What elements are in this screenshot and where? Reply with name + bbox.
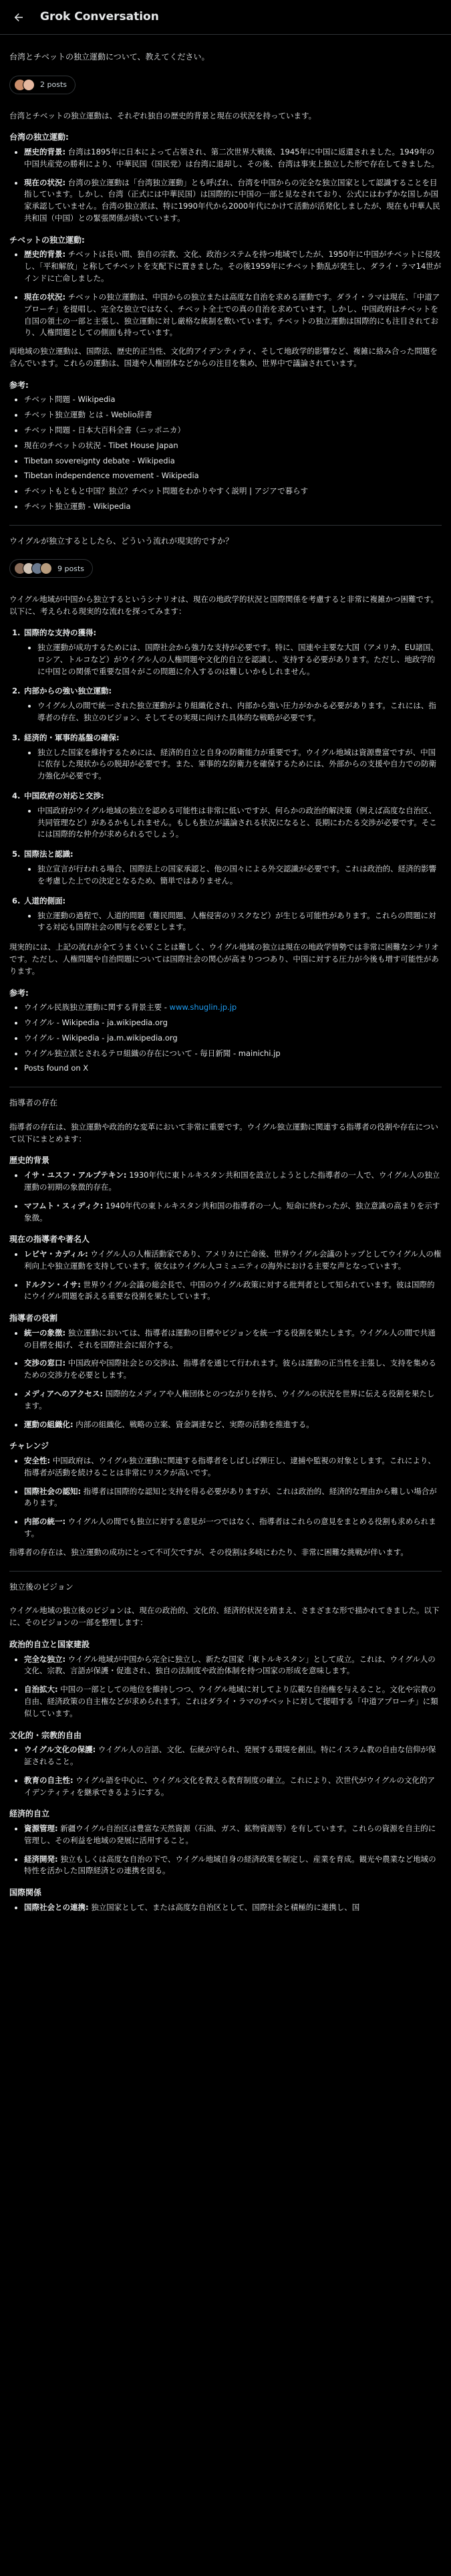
item-text: 国際的なメディアや人権団体とのつながりを持ち、ウイグルの状況を世界に伝える役割を果たします。 [24,1389,435,1410]
sub-item: 独立宣言が行われる場合、国際法上の国家承認と、他の国々による外交認識が必要です。これは政治的、経済的影響を考慮した上での決定となるため、簡単ではありません。 [24,863,442,887]
list-item [9,1516,442,1540]
sub-list [24,805,442,841]
reference-link[interactable]: チベットもともと中国？独立？チベット問題をわかりやすく説明 | アジアで暮らす [9,486,442,498]
list-item [9,1902,442,1914]
list-item [9,1775,442,1799]
item-number: 5. [12,849,21,859]
list-item [9,1654,442,1678]
bullet-list [9,1823,442,1877]
item-text: 1930年代に東トルキスタン共和国を設立しようとした指導者の一人で、ウイグル人の独立運動の初期の象徴的存在。 [24,1170,440,1192]
list-item [9,146,442,171]
item-term: 交渉の窓口: [24,1358,66,1368]
bullet-list [9,1902,442,1914]
item-title: 中国政府の対応と交渉: [24,791,104,801]
sub-list [24,642,442,677]
item-term: 歴史的背景: [24,249,66,259]
reference-url[interactable]: www.shuglin.jp.jp [169,1002,237,1012]
item-term: 現在の状況: [24,177,66,187]
sub-list [24,747,442,782]
item-term: ウイグル文化の保護: [24,1745,96,1755]
references-heading: 参考: [9,988,29,998]
bullet-list [9,1654,442,1720]
reference-link[interactable] [9,1063,442,1075]
back-button[interactable] [9,8,28,27]
list-item [9,849,442,887]
item-text: 1940年代の東トルキスタン共和国の指導者の一人。短命に終わったが、独立意識の高まりを示す象徴。 [24,1200,440,1222]
item-title: 国際的な支持の獲得: [24,628,97,638]
list-item [9,249,442,284]
reference-link[interactable] [9,1048,442,1060]
item-term: 経済開発: [24,1854,58,1864]
sub-item: 独立運動が成功するためには、国際社会から強力な支持が必要です。特に、国連や主要な大国（アメリカ、EU諸国、ロシア、トルコなど）がウイグル人の人権問題や文化的自立を認識し、支持する必要があります。ただし、地政学的に中国との関係で重要な国々がこの問題に介入するのは難しいかもしれません。 [24,642,442,677]
numbered-list [9,627,442,934]
item-text: ウイグル人の言語、文化、伝統が守られ、発展する環境を創出。特にイスラム教の自由な信仰が保証されること。 [24,1745,436,1766]
item-text: 中国政府は、ウイグル独立運動に関連する指導者をしばしば弾圧し、逮捕や監視の対象とします。これにより、指導者が活動を続けることは非常にリスクが高いです。 [24,1456,436,1477]
item-term: 統一の象徴: [24,1327,66,1337]
item-term: 国際社会の認知: [24,1486,82,1496]
item-text: 独立国家として、または高度な自治区として、国際社会と積極的に連携し、国 [91,1902,360,1912]
sub-list [24,700,442,724]
avatar-stack [14,79,35,91]
item-number: 3. [12,732,21,742]
top-bar [0,0,451,35]
section-heading: 台湾の独立運動: [9,132,69,142]
item-title: 経済的・軍事的基盤の確保: [24,732,120,742]
list-item [9,790,442,841]
section-heading: 歴史的背景 [9,1156,50,1166]
posts-chip[interactable] [9,559,93,578]
list-item [9,1854,442,1878]
arrow-left-icon [13,11,25,23]
item-term: イサ・ユスフ・アルプテキン: [24,1170,127,1180]
bullet-list [9,1249,442,1303]
item-title: 人道的側面: [24,895,66,905]
list-item [9,1455,442,1479]
list-item [9,1358,442,1382]
list-item [9,1684,442,1719]
list-item [9,1419,442,1431]
reference-link[interactable]: Tibetan sovereignty debate - Wikipedia [9,455,442,467]
list-item [9,1486,442,1510]
item-term: 現在の状況: [24,292,66,302]
list-item [9,1327,442,1352]
bullet-list [9,249,442,339]
item-term: 内部の統一: [24,1517,66,1527]
section-heading: 政治的自立と国家建設 [9,1639,90,1649]
response-summary: 現実的には、上記の流れが全てうまくいくことは難しく、ウイグル地域の独立は現在の地政学情勢では非常に困難なシナリオです。ただし、人権問題や自治問題については国際社会の関心が高まりつつあり、中国に対する圧力が今後も増す可能性があります。 [9,942,439,976]
item-term: メディアへのアクセス: [24,1389,104,1398]
page-title: Grok Conversation [40,10,159,24]
response-intro: ウイグル地域が中国から独立するというシナリオは、現在の地政学的状況と国際関係を考慮すると非常に複雑かつ困難です。以下に、考えられる現実的な流れを探ってみます： [9,595,439,617]
reference-text: Posts found on X [24,1063,89,1073]
item-text: 台湾は1895年に日本によって占領され、第二次世界大戦後、1945年に中国に返還されました。1949年の中国共産党の勝利により、中華民国（国民党）は台湾に退却し、その後、台湾は事実上独立した形で存在してきました。 [24,147,439,169]
user-message: 独立後のビジョン [9,1582,73,1592]
reference-link[interactable] [9,1017,442,1029]
posts-count: 2 posts [40,80,67,90]
item-term: レビヤ・カディル: [24,1249,88,1259]
sub-item: 独立した国家を維持するためには、経済的自立と自身の防衛能力が重要です。ウイグル地域は資源豊富ですが、中国に依存した現状からの脱却が必要です。また、軍事的な防衛力を確保するためには、外部からの支援や自力での防衛力強化が必要です。 [24,747,442,782]
grok-response [9,1121,442,1559]
reference-link[interactable]: 現在のチベットの状況 - Tibet House Japan [9,440,442,452]
avatar [23,79,35,91]
list-item [9,1200,442,1224]
reference-link[interactable]: チベット独立運動 - Wikipedia [9,501,442,513]
grok-response [9,1605,442,1913]
item-text: ウイグル人の間でも独立に対する意見が一つではなく、指導者はこれらの意見をまとめる役割も求められます。 [24,1517,436,1539]
section-heading: 国際関係 [9,1888,42,1898]
item-title: 内部からの強い独立運動: [24,686,112,696]
response-intro: 台湾とチベットの独立運動は、それぞれ独自の歴史的背景と現在の状況を持っています。 [9,110,317,120]
list-item [9,1388,442,1412]
list-item [9,292,442,339]
reference-link[interactable]: チベット問題 - 日本大百科全書（ニッポニカ） [9,425,442,437]
list-item [9,1823,442,1847]
item-term: 安全性: [24,1456,51,1466]
avatar-stack [14,562,52,574]
item-number: 4. [12,791,21,801]
section-heading: チャレンジ [9,1441,49,1451]
bullet-list [9,1744,442,1798]
item-term: 自治拡大: [24,1685,58,1695]
reference-text: ウイグル - Wikipedia - ja.m.wikipedia.org [24,1033,178,1043]
references-list [9,1002,442,1075]
item-text: 独立もしくは高度な自治の下で、ウイグル地域自身の経済政策を制定し、産業を育成。観光や農業など地域の特性を活かした国際経済との連携を図る。 [24,1854,436,1876]
item-term: 資源管理: [24,1824,58,1834]
posts-chip[interactable] [9,76,76,94]
item-text: チベットの独立運動は、中国からの独立または高度な自治を求める運動です。ダライ・ラマは現在、「中道アプローチ」を提唱し、完全な独立ではなく、チベット全土での真の自治を求めています。しかし、中国政府はチベットを自国の領土の一部と主張し、独立運動に対し厳格な統制を敷いています。チベットの独立運動は国際的にも注目されており、人権問題としての側面も持っています。 [24,292,440,338]
sub-item: ウイグル人の間で統一された独立運動がより組織化され、内部から強い圧力がかかる必要があります。これには、指導者の存在、独立のビジョン、そしてその実現に向けた具体的な戦略が必要です。 [24,700,442,724]
sub-item: 独立運動の過程で、人道的問題（難民問題、人権侵害のリスクなど）が生じる可能性があります。これらの問題に対する対応も国際社会の関与を必要とします。 [24,910,442,934]
user-message: ウイグルが独立するとしたら、どういう流れが現実的ですか？ [9,536,234,546]
item-term: 歴史的背景: [24,147,66,156]
item-text: 中国政府や国際社会との交渉は、指導者を通じて行われます。彼らは運動の正当性を主張し、支持を集めるための交渉力を必要とします。 [24,1358,436,1380]
list-item [9,895,442,934]
item-term: 運動の組織化: [24,1419,73,1429]
item-text: 世界ウイグル会議の総会長で、中国のウイグル政策に対する批判者として知られています。彼は国際的にウイグル問題を訴える重要な役割を果たしています。 [24,1279,435,1301]
list-item [9,1249,442,1273]
bullet-list [9,146,442,225]
user-message: 指導者の存在 [9,1098,58,1108]
grok-response [9,110,442,513]
response-intro: 指導者の存在は、独立運動や政治的な変革において非常に重要です。ウイグル独立運動に関連する指導者の役割や存在について以下にまとめます： [9,1121,438,1144]
reference-link[interactable]: Tibetan independence movement - Wikipedia [9,470,442,482]
bullet-list [9,1170,442,1224]
item-number: 1. [12,628,21,638]
sub-item: 中国政府がウイグル地域の独立を認める可能性は非常に低いですが、何らかの政治的解決策（例えば高度な自治区、共同管理など）があるかもしれません。もしも独立が議論される状況になると、長期にわたる交渉が必要です。そこには国際的な仲介が求められるでしょう。 [24,805,442,841]
grok-response [9,594,442,1075]
item-text: ウイグル語を中心に、ウイグル文化を教える教育制度の確立。これにより、次世代がウイグルの文化的アイデンティティを継承できるようにする。 [24,1775,435,1797]
bullet-list [9,1455,442,1540]
item-term: マフムト・スィディク: [24,1200,104,1210]
item-text: 内部の組織化、戦略の立案、資金調達など、実際の活動を推進する。 [76,1419,314,1429]
references-heading: 参考: [9,380,29,390]
bullet-list [9,1327,442,1431]
section-heading: 文化的・宗教的自由 [9,1730,82,1740]
item-text: 台湾の独立運動は「台湾独立運動」とも呼ばれ、台湾を中国からの完全な独立国家として認識することを目指しています。しかし、台湾（正式には中華民国）は国際的に中国の一部と見なされており、公式にはわずかな国しか国家承認していません。台湾の独立派は、特に1990年代から2000年代にかけて活動が活発化しましたが、現在も中華人民共和国（中国）との緊張関係が続いています。 [24,177,440,223]
response-summary: 指導者の存在は、独立運動の成功にとって不可欠ですが、その役割は多岐にわたり、非常に困難な挑戦が伴います。 [9,1547,408,1557]
reference-link[interactable] [9,1033,442,1045]
item-text: 指導者は国際的な認知と支持を得る必要がありますが、これは政治的、経済的な理由から難しい場合があります。 [24,1486,437,1508]
reference-link[interactable] [9,1002,442,1014]
item-text: チベットは長い間、独自の宗教、文化、政治システムを持つ地域でしたが、1950年に中国がチベットに侵攻し、「平和解放」と称してチベットを支配下に置きました。その後1959年にチベット動乱が発生し、ダライ・ラマ14世がインドに亡命しました。 [24,249,442,284]
item-term: 完全な独立: [24,1654,66,1664]
item-text: ウイグル地域が中国から完全に独立し、新たな国家「東トルキスタン」として成立。これは、ウイグル人の文化、宗教、言語が保護・促進され、独自の法制度や政治体制を持つ国家の形成を意味します。 [24,1654,436,1676]
references-list [9,394,442,513]
list-item [9,1744,442,1768]
list-item [9,732,442,782]
reference-text: ウイグル民族独立運動に関する背景主要 - [24,1002,170,1012]
section-heading: 指導者の役割 [9,1313,58,1323]
list-item [9,627,442,677]
section-heading: 経済的自立 [9,1809,50,1819]
item-title: 国際法と認識: [24,849,73,859]
item-text: 中国の一部としての地位を維持しつつ、ウイグル地域に対してより広範な自治権を与えること。文化や宗教の自由、経済政策の自主権などが求められます。これはダライ・ラマのチベットに対して提唱する「中道アプローチ」に類似しています。 [24,1685,438,1718]
reference-link[interactable]: チベット独立運動 とは - Weblio辞書 [9,409,442,421]
list-item [9,685,442,724]
item-number: 6. [12,895,21,905]
list-item [9,1279,442,1303]
posts-count: 9 posts [57,564,84,573]
item-text: 独立運動においては、指導者は運動の目標やビジョンを統一する役割を果たします。ウイグル人の間で共通の目標を掲げ、それを国際社会に紹介する。 [24,1327,436,1350]
item-text: ウイグル人の人権活動家であり、アメリカに亡命後、世界ウイグル会議のトップとしてウイグル人の権利向上や独立運動を支持しています。彼女はウイグル人コミュニティの海外における主要な声となっています。 [24,1249,442,1271]
sub-list [24,910,442,934]
response-summary: 両地域の独立運動は、国際法、歴史的正当性、文化的アイデンティティ、そして地政学的影響など、複雑に絡み合った問題を含んでいます。これらの運動は、国連や人権団体などからの注目を集め、世界中で議論されています。 [9,346,438,368]
item-number: 2. [12,686,21,696]
list-item [9,177,442,225]
reference-text: ウイグル - Wikipedia - ja.wikipedia.org [24,1018,168,1027]
reference-text: ウイグル独立派とされるテロ組織の存在について - 毎日新聞 - mainichi.jp [24,1048,281,1058]
reference-link[interactable]: チベット問題 - Wikipedia [9,394,442,406]
conversation [0,35,451,1941]
item-term: ドルクン・イサ: [24,1279,81,1289]
avatar [40,562,52,574]
item-term: 国際社会との連携: [24,1902,89,1912]
sub-list [24,863,442,887]
user-message: 台湾とチベットの独立運動について、教えてください。 [9,52,210,62]
list-item [9,1170,442,1194]
section-heading: チベットの独立運動: [9,235,85,245]
response-intro: ウイグル地域の独立後のビジョンは、現在の政治的、文化的、経済的状況を踏まえ、さまざまな形で描かれてきました。以下に、そのビジョンの一部を整理します： [9,1606,440,1628]
section-heading: 現在の指導者や著名人 [9,1235,90,1245]
item-term: 教育の自主性: [24,1775,73,1785]
item-text: 新疆ウイグル自治区は豊富な天然資源（石油、ガス、鉱物資源等）を有しています。これらの資源を自主的に管理し、その利益を地域の発展に活用すること。 [24,1824,436,1845]
